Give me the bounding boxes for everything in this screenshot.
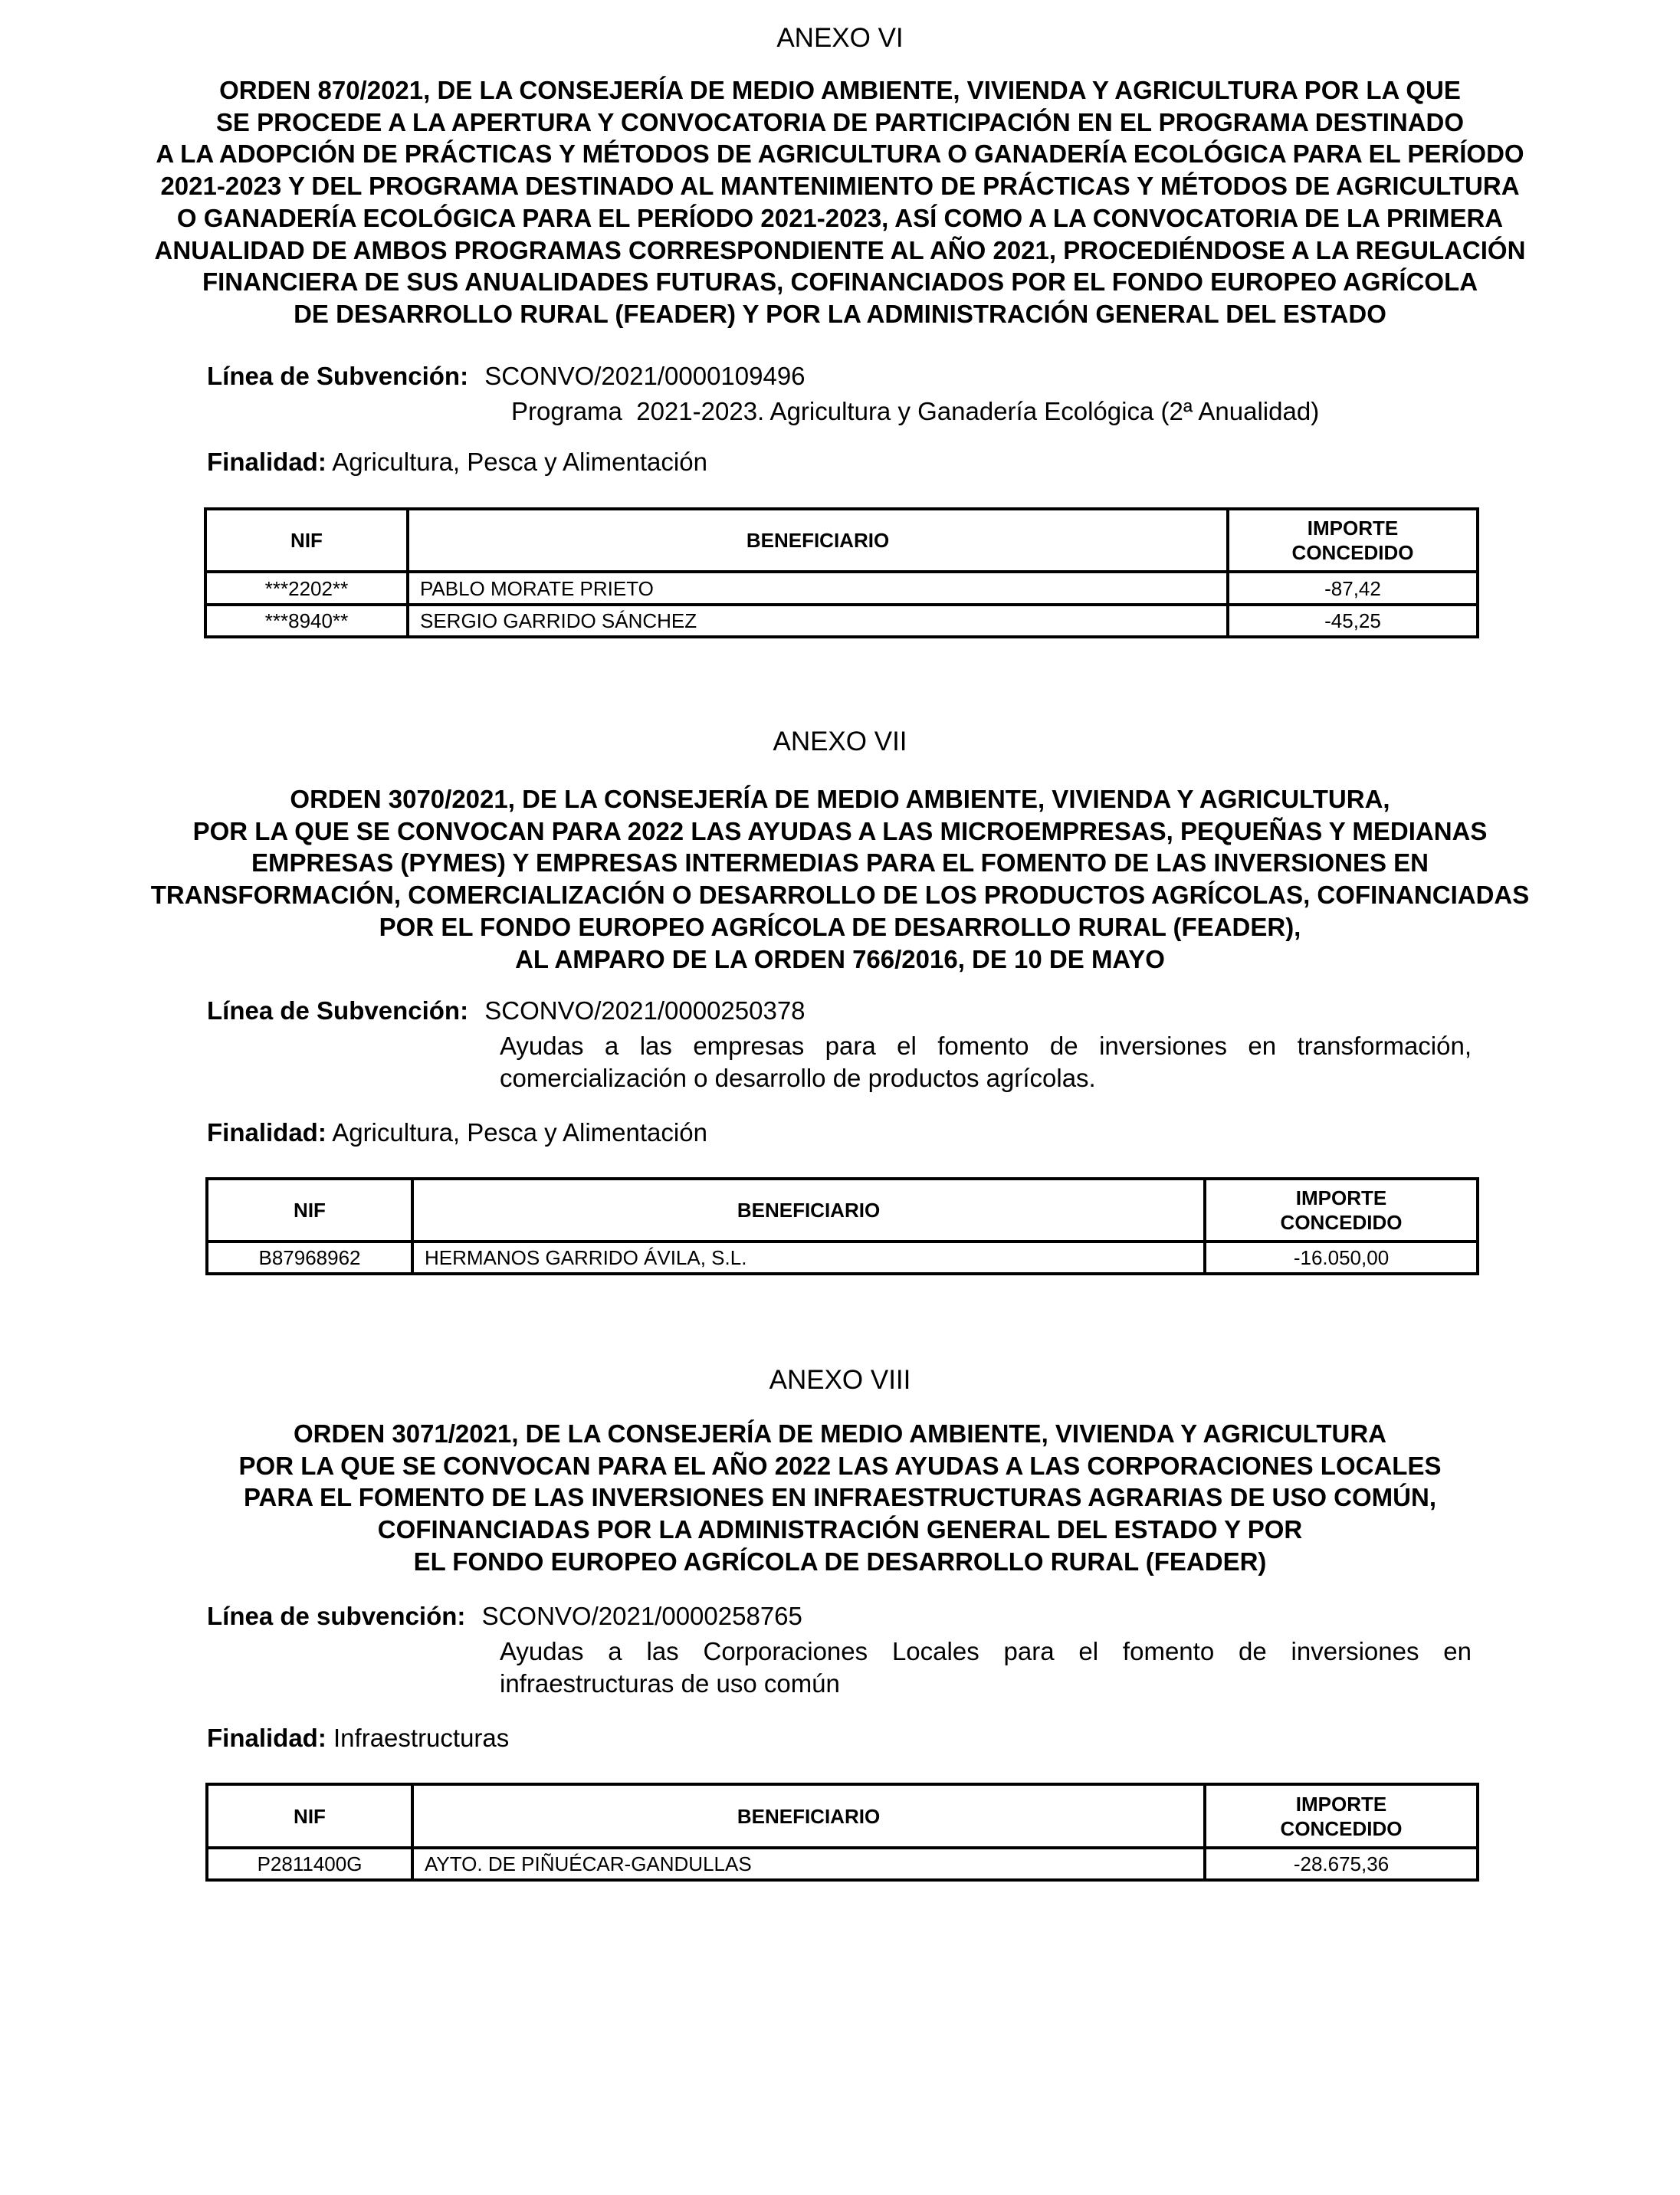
finalidad-label: Finalidad: xyxy=(207,448,326,476)
table-header-row xyxy=(207,1784,1478,1848)
cell-importe: -16.050,00 xyxy=(1205,1242,1478,1274)
cell-beneficiario: AYTO. DE PIÑUÉCAR-GANDULLAS xyxy=(412,1848,1205,1880)
heading-line: ANUALIDAD DE AMBOS PROGRAMAS CORRESPONDIENTE AL AÑO 2021, PROCEDIÉNDOSE A LA REGULACIÓN xyxy=(154,235,1526,264)
table-row xyxy=(207,1242,1478,1274)
heading-line: FINANCIERA DE SUS ANUALIDADES FUTURAS, COFINANCIADOS POR EL FONDO EUROPEO AGRÍCOLA xyxy=(202,267,1478,297)
table-header-row xyxy=(207,1179,1478,1242)
finalidad-value: Agricultura, Pesca y Alimentación xyxy=(332,448,707,476)
cell-importe: -45,25 xyxy=(1228,605,1478,637)
heading-line: AL AMPARO DE LA ORDEN 766/2016, DE 10 DE MAYO xyxy=(515,944,1165,973)
cell-beneficiario: HERMANOS GARRIDO ÁVILA, S.L. xyxy=(412,1242,1205,1274)
header-line: CONCEDIDO xyxy=(1291,541,1414,564)
finalidad-value: Agricultura, Pesca y Alimentación xyxy=(332,1118,707,1147)
heading-line: ORDEN 3070/2021, DE LA CONSEJERÍA DE MEDIO AMBIENTE, VIVIENDA Y AGRICULTURA, xyxy=(290,785,1390,813)
column-header-importe xyxy=(1205,1179,1478,1242)
heading-line: EMPRESAS (PYMES) Y EMPRESAS INTERMEDIAS PARA EL FOMENTO DE LAS INVERSIONES EN xyxy=(251,848,1429,878)
column-header-importe xyxy=(1205,1784,1478,1848)
cell-beneficiario: PABLO MORATE PRIETO xyxy=(408,572,1228,605)
linea-description: Ayudas a las Corporaciones Locales para el fomento de inversiones en infraestructuras de uso común xyxy=(500,1637,1472,1698)
column-header-beneficiario: BENEFICIARIO xyxy=(412,1179,1205,1242)
finalidad-label: Finalidad: xyxy=(207,1724,326,1752)
linea-subvencion-row xyxy=(207,361,806,392)
heading-line: DE DESARROLLO RURAL (FEADER) Y POR LA ADMINISTRACIÓN GENERAL DEL ESTADO xyxy=(294,299,1386,328)
cell-importe: -28.675,36 xyxy=(1205,1848,1478,1880)
finalidad-value: Infraestructuras xyxy=(333,1724,510,1752)
heading-line: POR LA QUE SE CONVOCAN PARA 2022 LAS AYUDAS A LAS MICROEMPRESAS, PEQUEÑAS Y MEDIANAS xyxy=(192,816,1488,845)
linea-subvencion-label: Línea de Subvención: xyxy=(207,996,469,1025)
orden-heading xyxy=(77,74,1603,330)
cell-beneficiario: SERGIO GARRIDO SÁNCHEZ xyxy=(408,605,1228,637)
heading-line: O GANADERÍA ECOLÓGICA PARA EL PERÍODO 2021-2023, ASÍ COMO A LA CONVOCATORIA DE LA PRIMERA xyxy=(176,203,1504,232)
heading-line: EL FONDO EUROPEO AGRÍCOLA DE DESARROLLO RURAL (FEADER) xyxy=(413,1547,1267,1576)
heading-line: COFINANCIADAS POR LA ADMINISTRACIÓN GENERAL DEL ESTADO Y POR xyxy=(377,1515,1303,1544)
header-line: IMPORTE xyxy=(1295,1186,1387,1209)
linea-subvencion-value: SCONVO/2021/0000258765 xyxy=(481,1602,802,1630)
header-line: IMPORTE xyxy=(1307,517,1399,540)
beneficiaries-table xyxy=(205,1783,1479,1882)
heading-line: PARA EL FOMENTO DE LAS INVERSIONES EN INFRAESTRUCTURAS AGRARIAS DE USO COMÚN, xyxy=(244,1483,1436,1512)
header-line: CONCEDIDO xyxy=(1280,1816,1403,1840)
table-row xyxy=(205,572,1478,605)
header-line: CONCEDIDO xyxy=(1280,1211,1403,1234)
anexo-title: ANEXO VII xyxy=(773,727,907,756)
column-header-nif: NIF xyxy=(207,1784,412,1848)
linea-description: Programa 2021-2023. Agricultura y Ganadería Ecológica (2ª Anualidad) xyxy=(511,397,1320,425)
linea-subvencion-label: Línea de subvención: xyxy=(207,1602,466,1630)
cell-nif: P2811400G xyxy=(207,1848,412,1880)
heading-line: 2021-2023 Y DEL PROGRAMA DESTINADO AL MANTENIMIENTO DE PRÁCTICAS Y MÉTODOS DE AGRICULTURA xyxy=(160,172,1520,201)
finalidad-row xyxy=(207,447,707,477)
column-header-nif: NIF xyxy=(207,1179,412,1242)
linea-subvencion-row xyxy=(207,996,806,1026)
beneficiaries-table xyxy=(204,507,1479,638)
table-header-row xyxy=(205,509,1478,572)
table-row xyxy=(205,605,1478,637)
linea-description: Ayudas a las empresas para el fomento de inversiones en transformación, comercialización o desarrollo de productos agrícolas. xyxy=(500,1032,1472,1092)
heading-line: SE PROCEDE A LA APERTURA Y CONVOCATORIA DE PARTICIPACIÓN EN EL PROGRAMA DESTINADO xyxy=(215,107,1465,136)
heading-line: POR EL FONDO EUROPEO AGRÍCOLA DE DESARROLLO RURAL (FEADER), xyxy=(379,912,1301,941)
linea-subvencion-value: SCONVO/2021/0000109496 xyxy=(484,362,806,390)
heading-line: A LA ADOPCIÓN DE PRÁCTICAS Y MÉTODOS DE AGRICULTURA O GANADERÍA ECOLÓGICA PARA EL PERÍODO xyxy=(156,139,1524,169)
linea-subvencion-value: SCONVO/2021/0000250378 xyxy=(484,996,806,1025)
heading-line: ORDEN 3071/2021, DE LA CONSEJERÍA DE MEDIO AMBIENTE, VIVIENDA Y AGRICULTURA xyxy=(294,1419,1386,1448)
finalidad-row xyxy=(207,1723,509,1754)
orden-heading xyxy=(77,783,1603,975)
finalidad-row xyxy=(207,1117,707,1148)
column-header-beneficiario: BENEFICIARIO xyxy=(412,1784,1205,1848)
cell-nif: ***2202** xyxy=(205,572,408,605)
table-row xyxy=(207,1848,1478,1880)
cell-nif: ***8940** xyxy=(205,605,408,637)
finalidad-label: Finalidad: xyxy=(207,1118,326,1147)
heading-line: ORDEN 870/2021, DE LA CONSEJERÍA DE MEDIO AMBIENTE, VIVIENDA Y AGRICULTURA POR LA QUE xyxy=(219,76,1461,104)
orden-heading xyxy=(77,1418,1603,1578)
heading-line: POR LA QUE SE CONVOCAN PARA EL AÑO 2022 LAS AYUDAS A LAS CORPORACIONES LOCALES xyxy=(238,1451,1442,1480)
column-header-nif: NIF xyxy=(205,509,408,572)
cell-nif: B87968962 xyxy=(207,1242,412,1274)
linea-subvencion-label: Línea de Subvención: xyxy=(207,362,469,390)
beneficiaries-table xyxy=(205,1177,1479,1275)
linea-subvencion-row xyxy=(207,1601,802,1632)
column-header-importe xyxy=(1228,509,1478,572)
anexo-title: ANEXO VI xyxy=(776,23,904,53)
cell-importe: -87,42 xyxy=(1228,572,1478,605)
header-line: IMPORTE xyxy=(1295,1792,1387,1816)
anexo-title: ANEXO VIII xyxy=(769,1365,911,1395)
heading-line: TRANSFORMACIÓN, COMERCIALIZACIÓN O DESARROLLO DE LOS PRODUCTOS AGRÍCOLAS, COFINANCIADAS xyxy=(150,881,1530,910)
column-header-beneficiario: BENEFICIARIO xyxy=(408,509,1228,572)
